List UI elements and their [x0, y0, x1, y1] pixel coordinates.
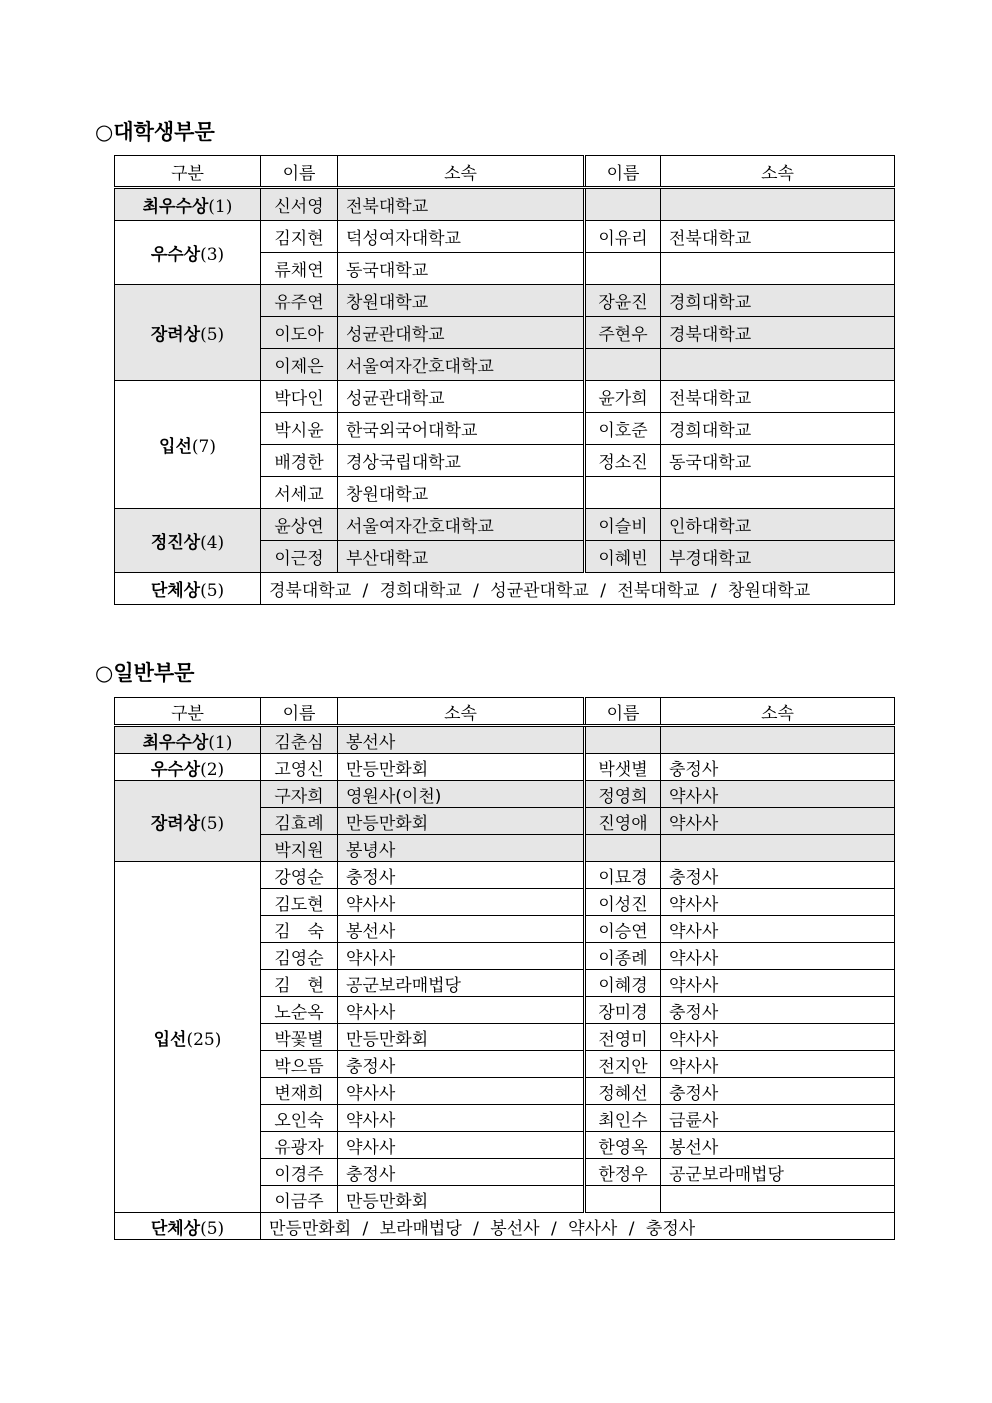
- winner-affiliation: 창원대학교: [338, 285, 585, 317]
- winner-affiliation: 금륜사: [661, 1105, 895, 1132]
- group-award-row: [115, 1213, 895, 1240]
- winner-affiliation: 덕성여자대학교: [338, 221, 585, 253]
- table-row: [115, 862, 895, 889]
- header-name: 이름: [261, 156, 338, 188]
- award-category: [115, 1213, 261, 1240]
- award-name: 입선: [153, 1029, 187, 1050]
- winner-name: [585, 477, 661, 509]
- award-name: 단체상: [150, 581, 201, 601]
- award-count: (3): [200, 245, 225, 265]
- winner-name: [585, 1186, 661, 1213]
- winner-affiliation: 공군보라매법당: [661, 1159, 895, 1186]
- winner-affiliation: 창원대학교: [338, 477, 585, 509]
- header-affiliation: 소속: [338, 156, 585, 188]
- group-award-winners: 경북대학교 / 경희대학교 / 성균관대학교 / 전북대학교 / 창원대학교: [261, 573, 895, 605]
- winner-affiliation: 약사사: [661, 1024, 895, 1051]
- winner-affiliation: 봉선사: [338, 916, 585, 943]
- winner-affiliation: 서울여자간호대학교: [338, 509, 585, 541]
- award-category: [115, 221, 261, 285]
- section-title-general: ○일반부문: [95, 661, 195, 685]
- winner-affiliation: 봉선사: [338, 726, 585, 754]
- winner-affiliation: [661, 253, 895, 285]
- winner-name: [585, 835, 661, 862]
- winner-affiliation: 한국외국어대학교: [338, 413, 585, 445]
- table-row: [115, 285, 895, 317]
- winner-affiliation: 전북대학교: [338, 188, 585, 221]
- header-category: 구분: [115, 698, 261, 726]
- winner-affiliation: [661, 349, 895, 381]
- winner-affiliation: 충정사: [661, 997, 895, 1024]
- award-name: 최우수상: [142, 197, 209, 217]
- award-category: [115, 573, 261, 605]
- winner-name: 신서영: [261, 188, 338, 221]
- winner-affiliation: [661, 1186, 895, 1213]
- winner-affiliation: [661, 188, 895, 221]
- winner-affiliation: 동국대학교: [338, 253, 585, 285]
- winner-affiliation: 전북대학교: [661, 381, 895, 413]
- winner-affiliation: 인하대학교: [661, 509, 895, 541]
- winner-name: [585, 726, 661, 754]
- winner-affiliation: 약사사: [661, 781, 895, 808]
- winner-affiliation: 약사사: [661, 808, 895, 835]
- header-category: 구분: [115, 156, 261, 188]
- winner-affiliation: 영원사(이천): [338, 781, 585, 808]
- winner-name: 장미경: [585, 997, 661, 1024]
- header-name: 이름: [261, 698, 338, 726]
- winner-name: 이승연: [585, 916, 661, 943]
- winner-affiliation: 전북대학교: [661, 221, 895, 253]
- winner-name: 한정우: [585, 1159, 661, 1186]
- award-count: (2): [200, 759, 225, 780]
- winner-name: 노순옥: [261, 997, 338, 1024]
- group-award-row: [115, 573, 895, 605]
- header-name-2: 이름: [585, 698, 661, 726]
- winner-name: 정혜선: [585, 1078, 661, 1105]
- winner-affiliation: 약사사: [338, 889, 585, 916]
- winner-affiliation: 부산대학교: [338, 541, 585, 573]
- winner-affiliation: 충정사: [338, 1051, 585, 1078]
- winner-affiliation: 약사사: [661, 943, 895, 970]
- winner-affiliation: 충정사: [661, 862, 895, 889]
- winner-affiliation: 충정사: [338, 862, 585, 889]
- winner-name: 고영신: [261, 754, 338, 781]
- table-row: [115, 188, 895, 221]
- winner-name: 전영미: [585, 1024, 661, 1051]
- table-row: [115, 754, 895, 781]
- winner-name: 배경한: [261, 445, 338, 477]
- winner-affiliation: [661, 835, 895, 862]
- general-awards-table: [114, 697, 895, 1240]
- winner-name: 김도현: [261, 889, 338, 916]
- award-name: 우수상: [150, 759, 201, 780]
- award-count: (4): [200, 533, 225, 553]
- winner-name: 강영순: [261, 862, 338, 889]
- winner-name: 박으뜸: [261, 1051, 338, 1078]
- winner-name: 진영애: [585, 808, 661, 835]
- award-category: [115, 726, 261, 754]
- winner-affiliation: 경북대학교: [661, 317, 895, 349]
- winner-affiliation: 만등만화회: [338, 808, 585, 835]
- award-category: [115, 781, 261, 862]
- winner-affiliation: 약사사: [661, 916, 895, 943]
- award-category: [115, 862, 261, 1213]
- winner-name: 정영희: [585, 781, 661, 808]
- winner-name: 주현우: [585, 317, 661, 349]
- winner-name: 이호준: [585, 413, 661, 445]
- award-category: [115, 188, 261, 221]
- award-count: (5): [200, 1218, 225, 1239]
- award-category: [115, 754, 261, 781]
- award-name: 입선: [159, 437, 192, 457]
- winner-name: 오인숙: [261, 1105, 338, 1132]
- winner-affiliation: 만등만화회: [338, 1186, 585, 1213]
- winner-name: 이슬비: [585, 509, 661, 541]
- winner-affiliation: 성균관대학교: [338, 381, 585, 413]
- winner-affiliation: 경상국립대학교: [338, 445, 585, 477]
- winner-name: 이묘경: [585, 862, 661, 889]
- winner-name: 장윤진: [585, 285, 661, 317]
- winner-affiliation: 부경대학교: [661, 541, 895, 573]
- winner-name: 전지안: [585, 1051, 661, 1078]
- winner-name: 박지원: [261, 835, 338, 862]
- winner-name: 김효례: [261, 808, 338, 835]
- winner-affiliation: 봉선사: [661, 1132, 895, 1159]
- winner-name: 변재희: [261, 1078, 338, 1105]
- winner-name: 김 현: [261, 970, 338, 997]
- award-name: 우수상: [150, 245, 201, 265]
- winner-affiliation: 서울여자간호대학교: [338, 349, 585, 381]
- winner-affiliation: 만등만화회: [338, 754, 585, 781]
- winner-name: 박시윤: [261, 413, 338, 445]
- award-count: (1): [208, 197, 233, 217]
- winner-affiliation: 만등만화회: [338, 1024, 585, 1051]
- award-count: (25): [186, 1029, 222, 1050]
- winner-name: 이성진: [585, 889, 661, 916]
- award-count: (5): [200, 581, 225, 601]
- winner-affiliation: 약사사: [338, 943, 585, 970]
- award-category: [115, 381, 261, 509]
- award-name: 정진상: [150, 533, 201, 553]
- winner-affiliation: [661, 726, 895, 754]
- table-row: [115, 221, 895, 253]
- winner-name: [585, 253, 661, 285]
- award-name: 단체상: [150, 1218, 201, 1239]
- winner-affiliation: 공군보라매법당: [338, 970, 585, 997]
- winner-affiliation: 약사사: [338, 997, 585, 1024]
- winner-affiliation: 경희대학교: [661, 413, 895, 445]
- table-row: [115, 726, 895, 754]
- winner-name: 유광자: [261, 1132, 338, 1159]
- winner-name: 유주연: [261, 285, 338, 317]
- winner-name: 김영순: [261, 943, 338, 970]
- winner-affiliation: [661, 477, 895, 509]
- winner-affiliation: 약사사: [338, 1078, 585, 1105]
- winner-name: 윤가희: [585, 381, 661, 413]
- winner-affiliation: 약사사: [661, 1051, 895, 1078]
- winner-affiliation: 성균관대학교: [338, 317, 585, 349]
- winner-name: [585, 188, 661, 221]
- header-name-2: 이름: [585, 156, 661, 188]
- winner-affiliation: 약사사: [338, 1105, 585, 1132]
- table-header-row: [115, 156, 895, 188]
- table-row: [115, 509, 895, 541]
- group-award-winners: 만등만화회 / 보라매법당 / 봉선사 / 약사사 / 충정사: [261, 1213, 895, 1240]
- award-name: 장려상: [150, 325, 201, 345]
- winner-name: 구자희: [261, 781, 338, 808]
- winner-affiliation: 동국대학교: [661, 445, 895, 477]
- winner-name: 이금주: [261, 1186, 338, 1213]
- table-row: [115, 781, 895, 808]
- winner-name: 김 숙: [261, 916, 338, 943]
- winner-name: 박샛별: [585, 754, 661, 781]
- winner-name: 이근정: [261, 541, 338, 573]
- winner-name: 정소진: [585, 445, 661, 477]
- winner-name: 이경주: [261, 1159, 338, 1186]
- winner-name: [585, 349, 661, 381]
- header-affiliation-2: 소속: [661, 698, 895, 726]
- winner-name: 이도아: [261, 317, 338, 349]
- winner-affiliation: 약사사: [661, 970, 895, 997]
- winner-name: 한영옥: [585, 1132, 661, 1159]
- header-affiliation-2: 소속: [661, 156, 895, 188]
- winner-affiliation: 충정사: [661, 1078, 895, 1105]
- winner-name: 이종례: [585, 943, 661, 970]
- award-name: 장려상: [150, 813, 201, 834]
- award-category: [115, 285, 261, 381]
- winner-name: 이혜빈: [585, 541, 661, 573]
- university-awards-table: [114, 155, 895, 605]
- winner-affiliation: 봉녕사: [338, 835, 585, 862]
- table-header-row: [115, 698, 895, 726]
- winner-name: 박다인: [261, 381, 338, 413]
- winner-name: 이유리: [585, 221, 661, 253]
- award-count: (5): [200, 813, 225, 834]
- section-title-university: ○대학생부문: [95, 120, 215, 144]
- winner-name: 박꽃별: [261, 1024, 338, 1051]
- winner-affiliation: 경희대학교: [661, 285, 895, 317]
- winner-name: 김춘심: [261, 726, 338, 754]
- table-row: [115, 381, 895, 413]
- winner-affiliation: 충정사: [338, 1159, 585, 1186]
- winner-name: 서세교: [261, 477, 338, 509]
- winner-affiliation: 충정사: [661, 754, 895, 781]
- award-count: (7): [191, 437, 216, 457]
- winner-name: 이제은: [261, 349, 338, 381]
- winner-name: 김지현: [261, 221, 338, 253]
- award-count: (5): [200, 325, 225, 345]
- winner-affiliation: 약사사: [338, 1132, 585, 1159]
- winner-name: 최인수: [585, 1105, 661, 1132]
- winner-affiliation: 약사사: [661, 889, 895, 916]
- winner-name: 윤상연: [261, 509, 338, 541]
- winner-name: 류채연: [261, 253, 338, 285]
- winner-name: 이혜경: [585, 970, 661, 997]
- header-affiliation: 소속: [338, 698, 585, 726]
- award-count: (1): [208, 732, 233, 753]
- award-name: 최우수상: [142, 732, 209, 753]
- award-category: [115, 509, 261, 573]
